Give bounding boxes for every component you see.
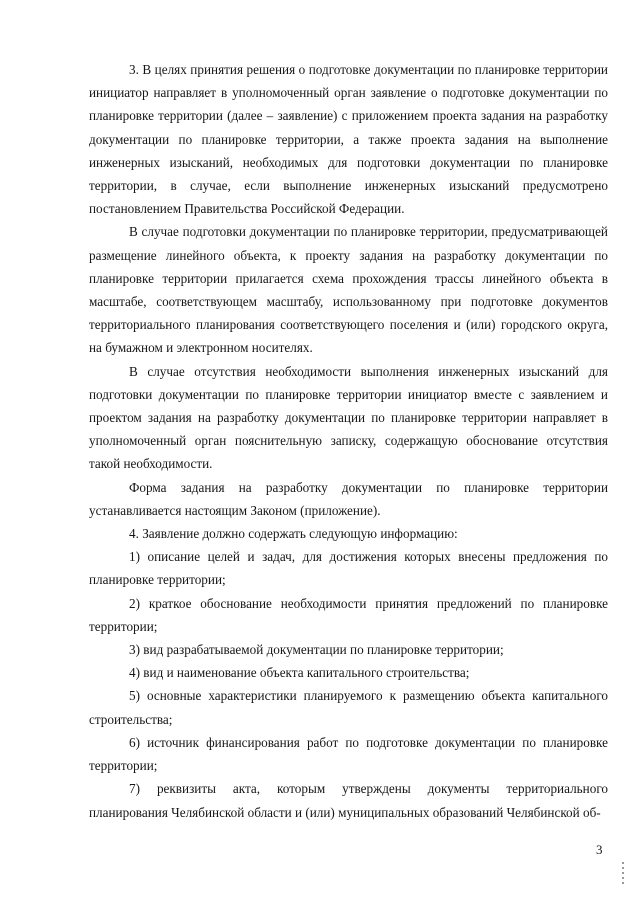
list-item-6: 6) источник финансирования работ по подготовке документации по планировке территории; [89, 734, 608, 774]
page-number: 3 [596, 842, 603, 857]
paragraph-linear-object: В случае подготовки документации по планировке территории, предусматривающей размещение линейного объекта, к проекту задания на разработку документации по планировке территории прилагается схема прохождения трассы линейного объекта в масштабе, соответствующем масштабу, использованному при подготовке документов территориального планирования соответствующего поселения и (или) городского округа, на бумажном и электронном носителях. [89, 224, 608, 356]
document-body [89, 58, 608, 824]
list-item-3: 3) вид разрабатываемой документации по планировке территории; [129, 642, 504, 658]
list-item-1: 1) описание целей и задач, для достижения которых внесены предложения по планировке территории; [89, 549, 608, 588]
paragraph-clause-4: 4. Заявление должно содержать следующую информацию: [129, 526, 458, 542]
list-item-5: 5) основные характеристики планируемого к размещению объекта капитального строительства; [89, 688, 608, 727]
scan-edge-marks [622, 862, 624, 884]
list-item-2: 2) краткое обоснование необходимости принятия предложений по планировке территории; [89, 595, 608, 634]
paragraph-no-surveys: В случае отсутствия необходимости выполнения инженерных изысканий для подготовки документации по планировке территории инициатор вместе с заявлением и проектом задания на разработку документации по планировке территории направляет в уполномоченный орган пояснительную записку, содержащую обоснование отсутствия такой необходимости. [89, 363, 608, 472]
list-item-4: 4) вид и наименование объекта капитального строительства; [129, 665, 470, 681]
paragraph-task-form: Форма задания на разработку документации по планировке территории устанавливается настоящим Законом (приложение). [89, 479, 608, 518]
paragraph-clause-3: 3. В целях принятия решения о подготовке документации по планировке территории инициатор направляет в уполномоченный орган заявление о подготовке документации по планировке территории (далее – заявление) с приложением проекта задания на разработку документации по планировке территории, а также проекта задания на выполнение инженерных изысканий, необходимых для подготовки документации по планировке территории, в случае, если выполнение инженерных изысканий предусмотрено постановлением Правительства Российской Федерации. [89, 62, 608, 217]
list-item-7: 7) реквизиты акта, которым утверждены документы территориального планирования Челябинской области и (или) муниципальных образований Челябинской об- [89, 781, 608, 820]
